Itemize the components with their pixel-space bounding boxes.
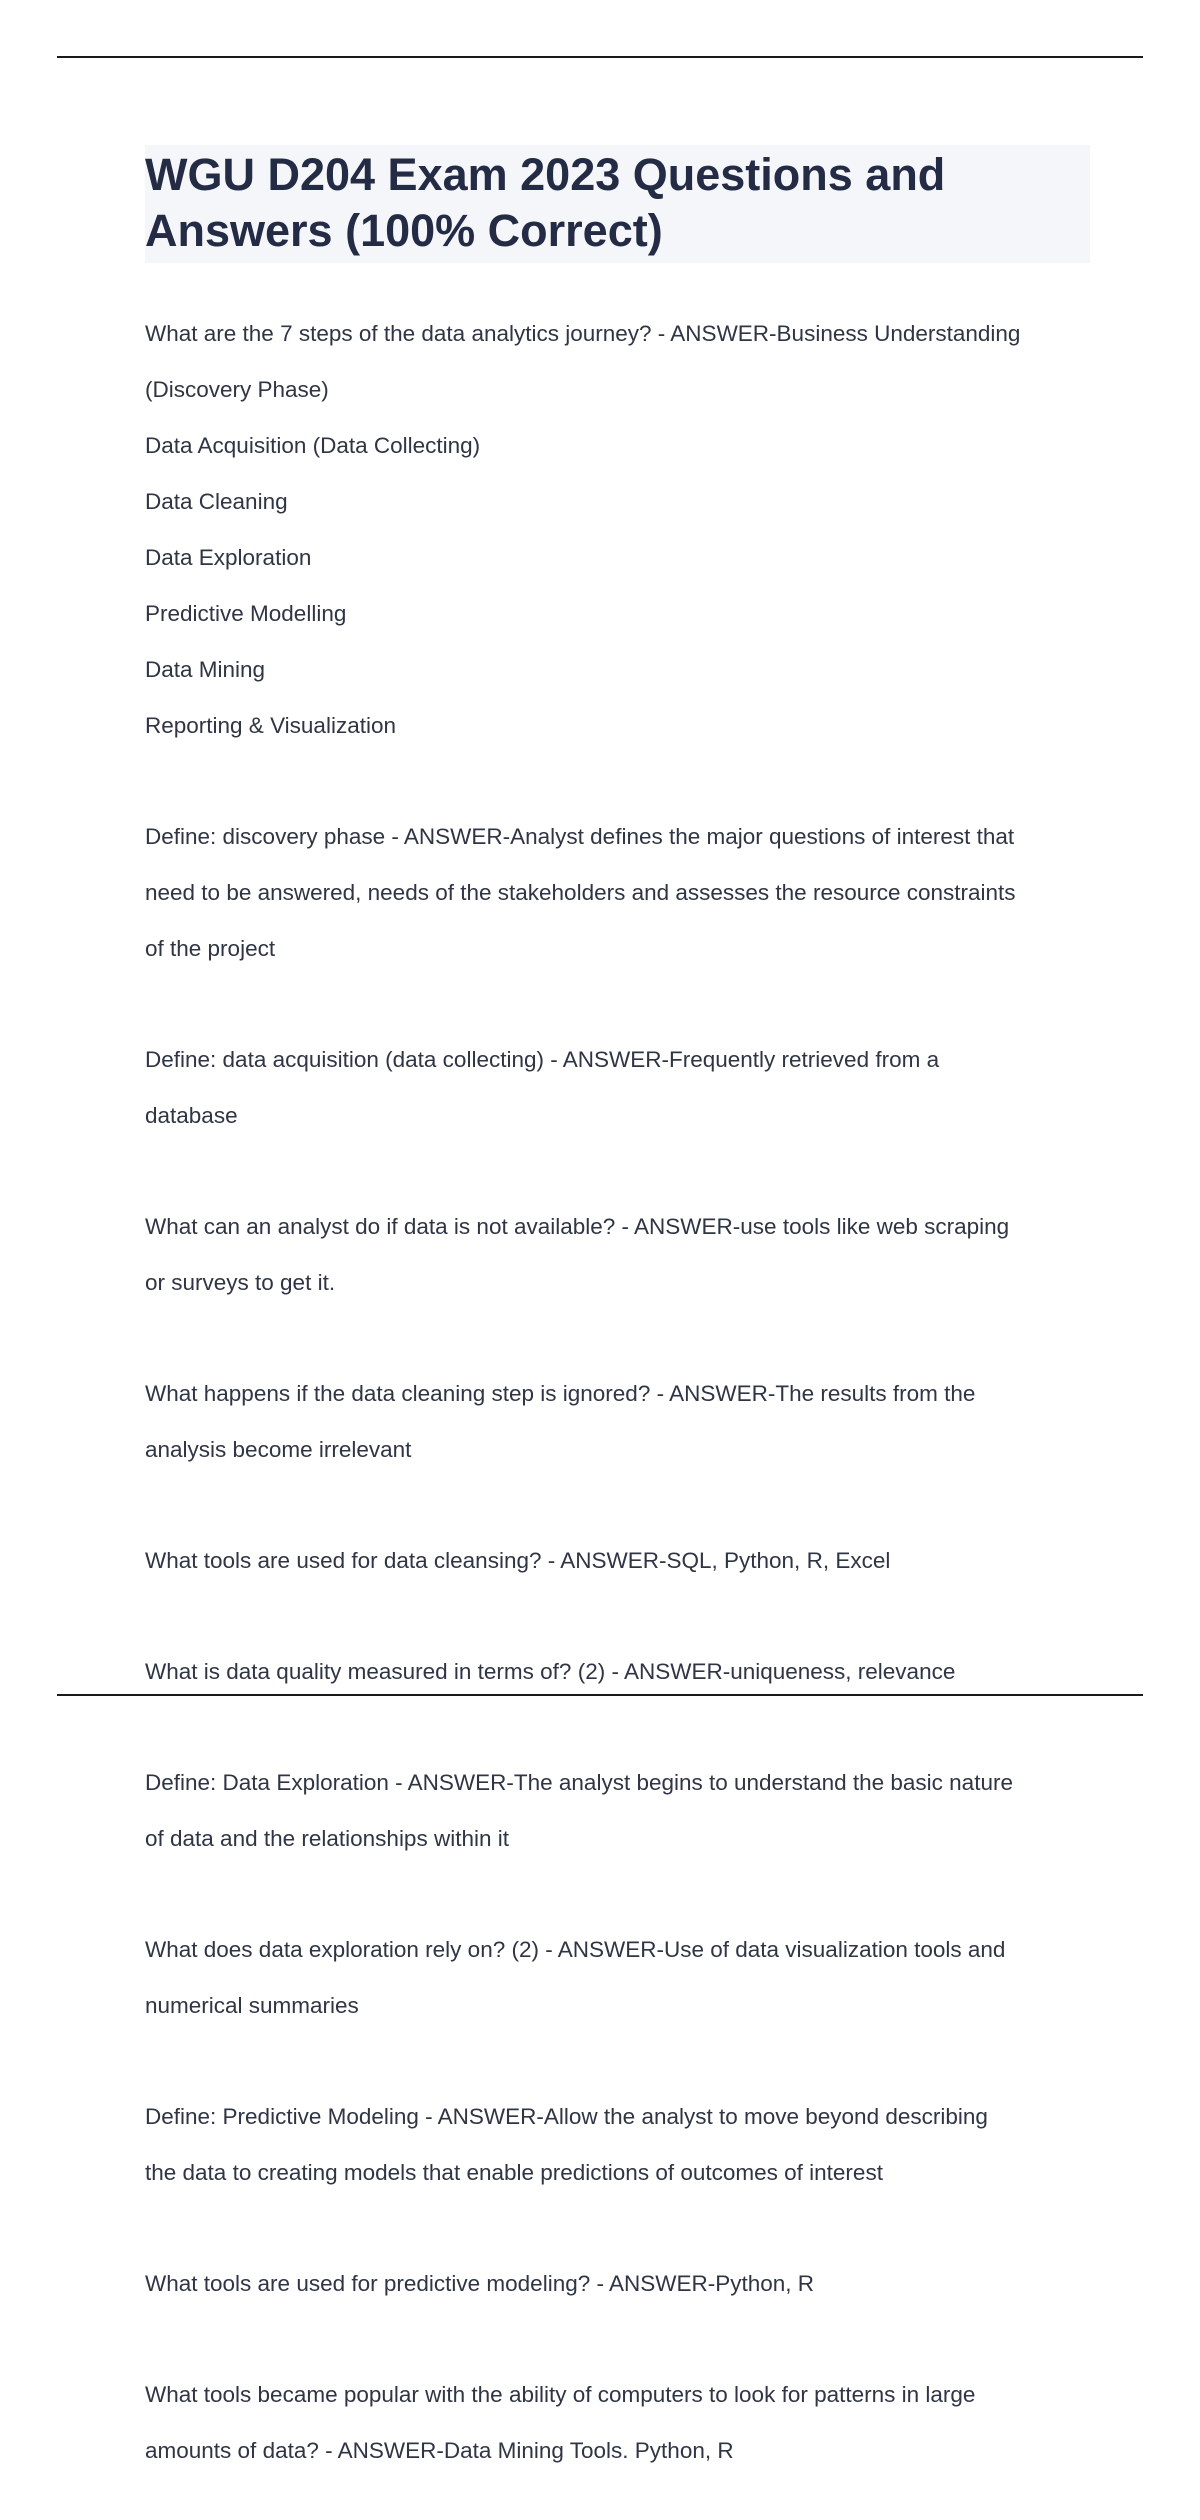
qa-line: Define: Data Exploration - ANSWER-The analyst begins to understand the basic nature — [145, 1770, 1013, 1795]
document-title: WGU D204 Exam 2023 Questions and Answers (100% Correct) — [145, 145, 1090, 263]
qa-item — [145, 795, 1090, 991]
header-rule — [57, 56, 1143, 58]
qa-line: What are the 7 steps of the data analytics journey? - ANSWER-Business Understanding — [145, 321, 1021, 346]
qa-line: need to be answered, needs of the stakeholders and assesses the resource constraints — [145, 880, 1016, 905]
qa-item — [145, 1352, 1090, 1492]
document-body — [145, 145, 1090, 2520]
qa-item — [145, 1018, 1090, 1158]
qa-line: What can an analyst do if data is not available? - ANSWER-use tools like web scraping — [145, 1214, 1010, 1239]
qa-item — [145, 1908, 1090, 2048]
qa-line: What happens if the data cleaning step is ignored? - ANSWER-The results from the — [145, 1381, 976, 1406]
qa-line: What is data quality measured in terms of? (2) - ANSWER-uniqueness, relevance — [145, 1659, 956, 1684]
qa-line: or surveys to get it. — [145, 1270, 336, 1295]
qa-line: What tools became popular with the ability of computers to look for patterns in large — [145, 2382, 976, 2407]
qa-item — [145, 1741, 1090, 1881]
qa-item — [145, 1519, 1090, 1603]
qa-item — [145, 2242, 1090, 2326]
qa-item — [145, 1630, 1090, 1714]
qa-line: Define: discovery phase - ANSWER-Analyst defines the major questions of interest that — [145, 824, 1015, 849]
qa-line: What tools are used for predictive modeling? - ANSWER-Python, R — [145, 2271, 815, 2296]
qa-item — [145, 2075, 1090, 2215]
qa-line: (Discovery Phase) — [145, 377, 329, 402]
qa-line: Data Acquisition (Data Collecting) — [145, 433, 481, 458]
qa-list — [145, 292, 1090, 2493]
qa-line: Define: data acquisition (data collecting) - ANSWER-Frequently retrieved from a — [145, 1047, 940, 1072]
qa-line: of the project — [145, 936, 276, 961]
qa-line: Data Mining — [145, 657, 266, 682]
qa-line: Data Exploration — [145, 545, 312, 570]
qa-line: What tools are used for data cleansing? - ANSWER-SQL, Python, R, Excel — [145, 1548, 891, 1573]
qa-line: of data and the relationships within it — [145, 1826, 509, 1851]
qa-item — [145, 1185, 1090, 1325]
qa-line: Predictive Modelling — [145, 601, 347, 626]
qa-line: analysis become irrelevant — [145, 1437, 412, 1462]
qa-line: numerical summaries — [145, 1993, 359, 2018]
qa-item — [145, 2353, 1090, 2493]
qa-line: Data Cleaning — [145, 489, 288, 514]
qa-line: What does data exploration rely on? (2) - ANSWER-Use of data visualization tools and — [145, 1937, 1006, 1962]
qa-line: Reporting & Visualization — [145, 713, 396, 738]
qa-line: the data to creating models that enable predictions of outcomes of interest — [145, 2160, 883, 2185]
qa-line: Define: Predictive Modeling - ANSWER-Allow the analyst to move beyond describing — [145, 2104, 988, 2129]
qa-line: amounts of data? - ANSWER-Data Mining Tools. Python, R — [145, 2438, 734, 2463]
qa-line: database — [145, 1103, 238, 1128]
footer-rule — [57, 1694, 1143, 1696]
qa-item — [145, 292, 1090, 768]
